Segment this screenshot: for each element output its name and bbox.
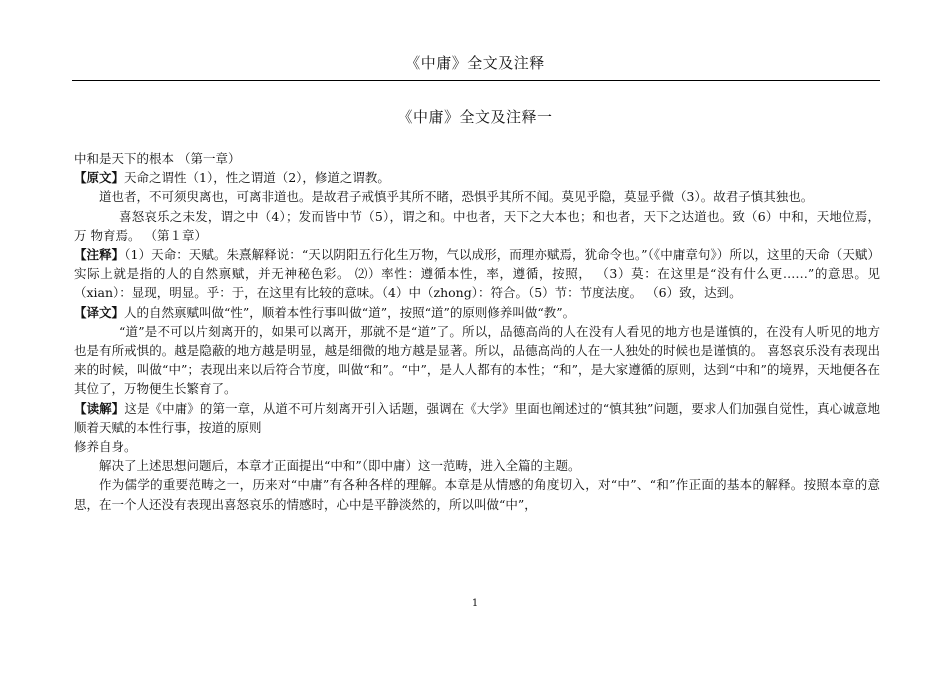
translation-label: 【译文】: [74, 304, 125, 320]
original-text-1: 天命之谓性（1），性之谓道（2），修道之谓教。: [124, 170, 390, 186]
original-label: 【原文】: [74, 170, 125, 186]
translation-paragraph-1: [74, 303, 880, 322]
notes-paragraph: [74, 245, 880, 303]
running-header: 《中庸》全文及注释: [405, 54, 545, 72]
notes-text: （1）天命：天赋。朱熹解释说：“天以阴阳五行化生万物，气以成形，而理亦赋焉，犹命令也。”（《中庸章句》）所以，这里的天命（天赋）实际上就是指的人的自然禀赋，并无神秘色彩。 ⑵）率性：遵循本性，率，遵循，按照， （3）莫：在这里是“没有什么更……”的意思。见（xian）：显现，明显。乎：于，在这里有比较的意味。（4）中（zhong）：符合。（5）节：节度法度。 （6）致，达到。: [74, 247, 880, 301]
original-paragraph-1: [74, 168, 880, 187]
page-number: 1: [471, 598, 479, 609]
header-rule: [72, 80, 880, 81]
reading-paragraph-2: 修养自身。: [74, 439, 137, 455]
reading-text-1: 这是《中庸》的第一章，从道不可片刻离开引入话题，强调在《大学》里面也阐述过的“慎其独”问题，要求人们加强自觉性，真心诚意地顺着天赋的本性行事，按道的原则: [74, 400, 880, 435]
translation-paragraph-2: “道”是不可以片刻离开的，如果可以离开，那就不是“道”了。所以，品德高尚的人在没有人看见的地方也是谨慎的，在没有人听见的地方也是有所戒惧的。越是隐蔽的地方越是明显，越是细微的地方越是显著。所以，品德高尚的人在一人独处的时候也是谨慎的。 喜怒哀乐没有表现出来的时候，叫做“中”；表现出来以后符合节度，叫做“和”。“中”，是人人都有的本性；“和”，是大家遵循的原则，达到“中和”的境界，天地便各在其位了，万物便生长繁育了。: [74, 323, 880, 397]
translation-text-1: 人的自然禀赋叫做“性”，顺着本性行事叫做“道”，按照“道”的原则修养叫做“教”。: [124, 304, 576, 320]
original-paragraph-2: 道也者，不可须臾离也，可离非道也。是故君子戒慎乎其所不睹，恐惧乎其所不闻。莫见乎隐，莫显乎微（3）。故君子慎其独也。: [99, 189, 814, 205]
reading-paragraph-4: 作为儒学的重要范畴之一，历来对“中庸”有各种各样的理解。本章是从情感的角度切入，对“中”、“和”作正面的基本的解释。按照本章的意思，在一个人还没有表现出喜怒哀乐的情感时，心中是平静淡然的，所以叫做“中”，: [74, 477, 880, 512]
document-title: 《中庸》全文及注释一: [397, 108, 553, 126]
reading-paragraph-1: [74, 399, 880, 437]
reading-label: 【读解】: [74, 400, 125, 416]
reading-paragraph-3: 解决了上述思想问题后，本章才正面提出“中和”（即中庸）这一范畴，进入全篇的主题。: [99, 458, 581, 474]
body-text: [74, 149, 880, 514]
notes-label: 【注释】: [74, 247, 125, 263]
chapter-heading: 中和是天下的根本 （第一章）: [74, 151, 241, 166]
original-paragraph-3: 喜怒哀乐之未发，谓之中（4）；发而皆中节（5），谓之和。中也者，天下之大本也；和也者，天下之达道也。致（6）中和，天地位焉，万 物育焉。 （第１章）: [74, 208, 880, 243]
